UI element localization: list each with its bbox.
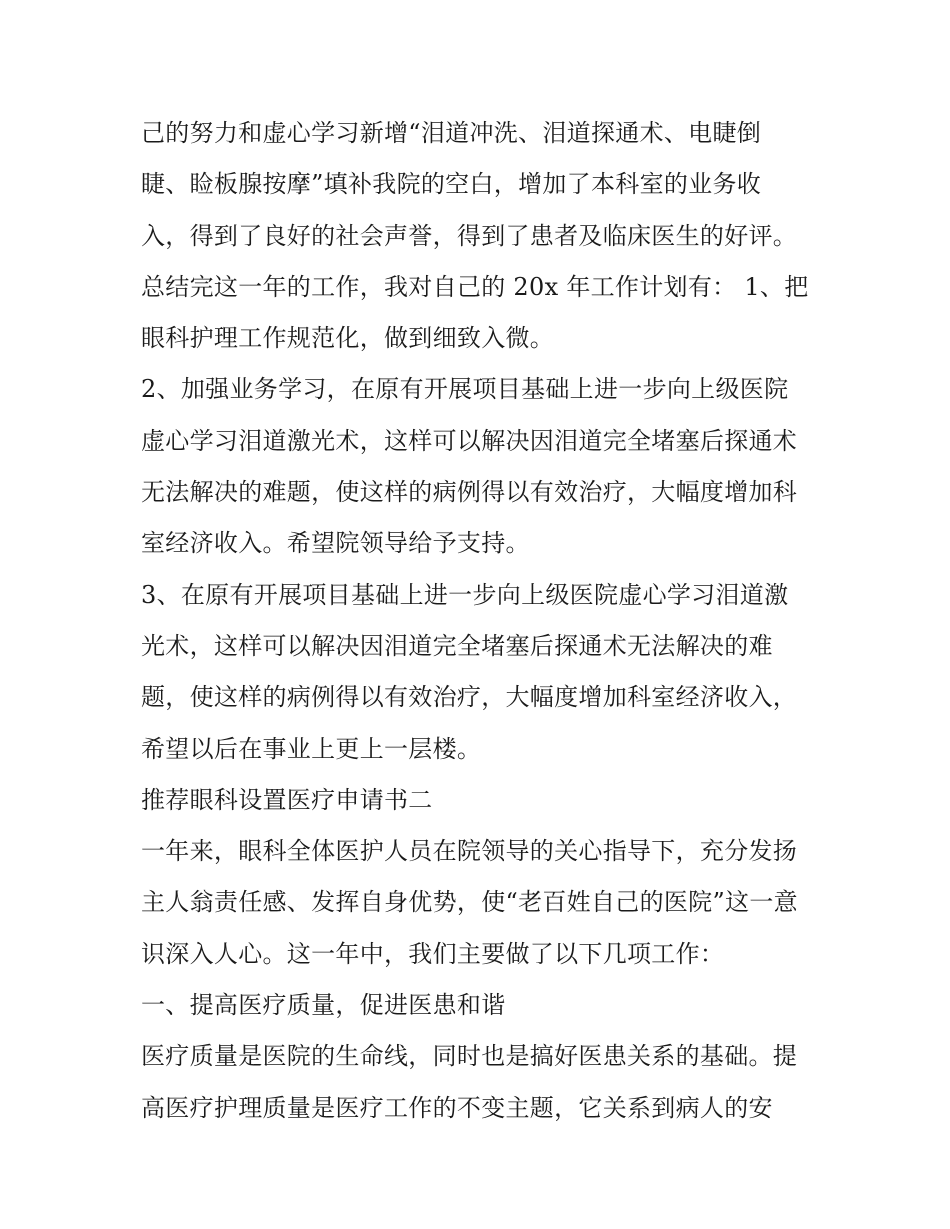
text-line: 无法解决的难题，使这样的病例得以有效治疗，大幅度增加科 [141,478,798,507]
text-line: 2、加强业务学习，在原有开展项目基础上进一步向上级医院 [141,375,789,404]
text-line: 3、在原有开展项目基础上进一步向上级医院虚心学习泪道激 [141,580,789,609]
text-line: 医疗质量是医院的生命线，同时也是搞好医患关系的基础。提 [141,1042,798,1071]
text-line: 眼科护理工作规范化，做到细致入微。 [141,324,555,353]
text-line: 主人翁责任感、发挥自身优势，使“老百姓自己的医院”这一意 [141,888,798,917]
text-line: 总结完这一年的工作，我对自己的 20x 年工作计划有： 1、把 [141,272,809,301]
text-line: 睫、睑板腺按摩”填补我院的空白，增加了本科室的业务收 [141,170,762,199]
text-line: 题，使这样的病例得以有效治疗，大幅度增加科室经济收入， [141,683,798,712]
section-heading: 推荐眼科设置医疗申请书二 [141,785,433,814]
text-line: 光术，这样可以解决因泪道完全堵塞后探通术无法解决的难 [141,631,773,660]
text-line: 虚心学习泪道激光术，这样可以解决因泪道完全堵塞后探通术 [141,426,798,455]
text-line: 室经济收入。希望院领导给予支持。 [141,529,530,558]
text-line: 一年来，眼科全体医护人员在院领导的关心指导下，充分发扬 [141,837,798,866]
text-line: 高医疗护理质量是医疗工作的不变主题，它关系到病人的安 [141,1093,773,1122]
text-line: 识深入人心。这一年中，我们主要做了以下几项工作： [141,939,725,968]
subsection-heading: 一、提高医疗质量，促进医患和谐 [141,991,506,1020]
document-body [141,108,821,1134]
text-line: 入，得到了良好的社会声誉，得到了患者及临床医生的好评。 [141,221,798,250]
text-line: 希望以后在事业上更上一层楼。 [141,734,482,763]
text-line: 己的努力和虚心学习新增“泪道冲洗、泪道探通术、电睫倒 [141,119,762,147]
